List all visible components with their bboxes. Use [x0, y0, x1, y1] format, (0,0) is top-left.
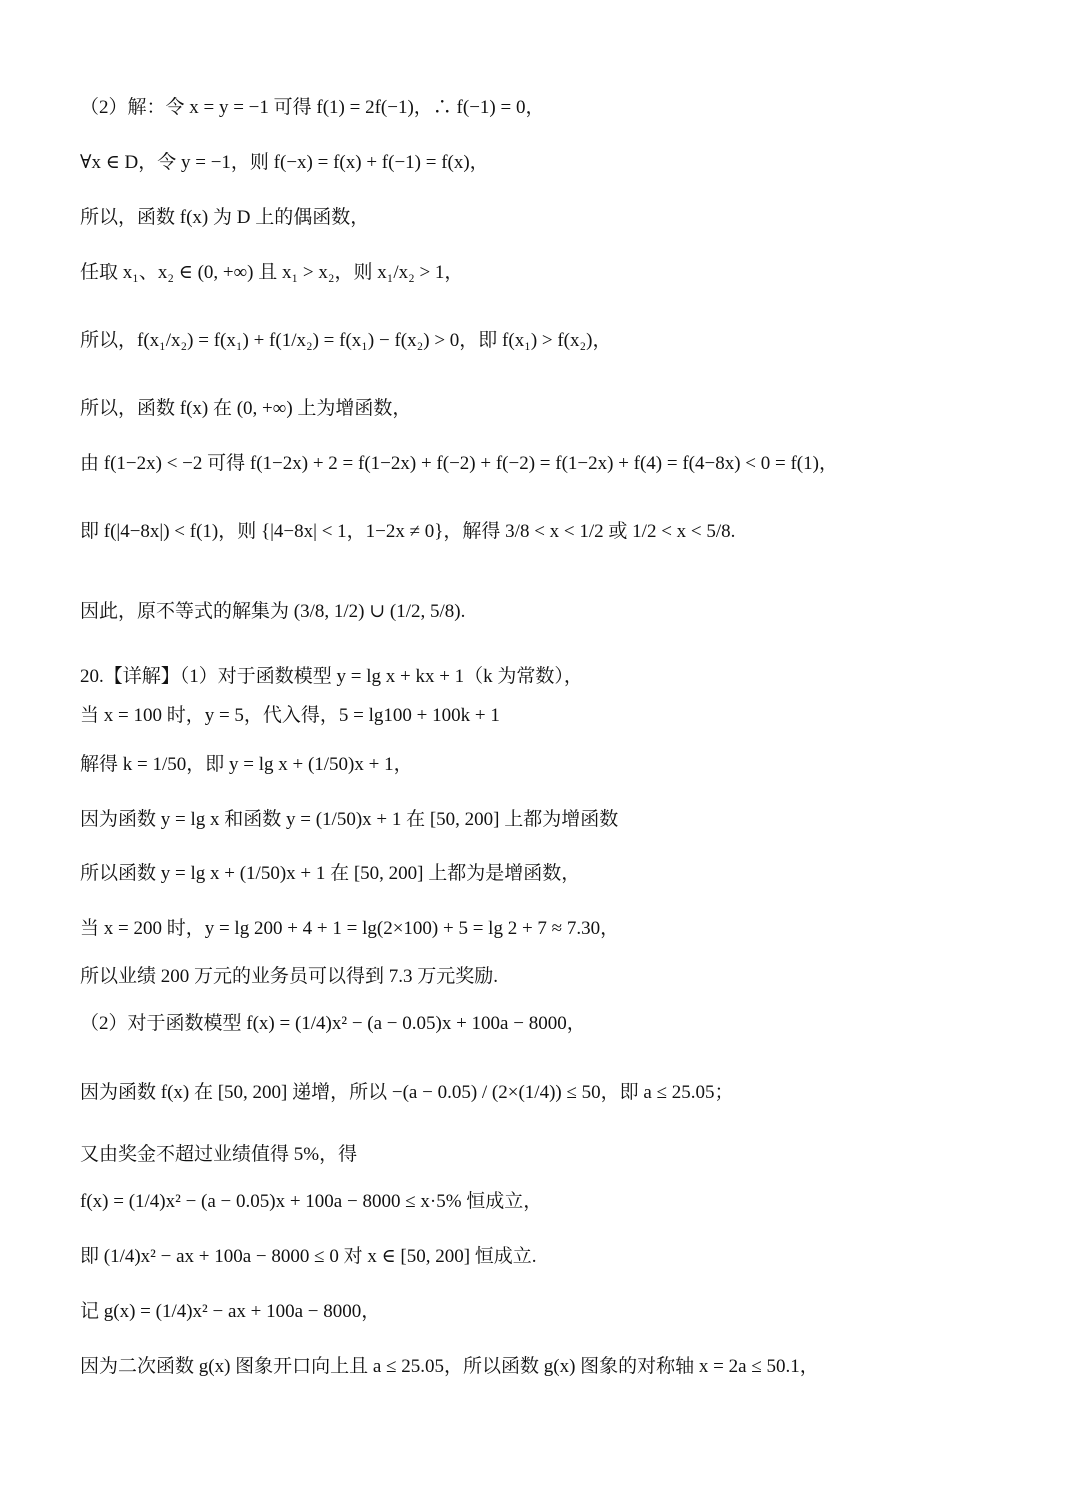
solution-line-20: f(x) = (1/4)x² − (a − 0.05)x + 100a − 8000 ≤ x·5% 恒成立， [80, 1191, 543, 1212]
solution-line-19: 又由奖金不超过业绩值得 5%，得 [80, 1144, 358, 1165]
solution-line-15: 当 x = 200 时，y = lg 200 + 4 + 1 = lg(2×100) + 5 = lg 2 + 7 ≈ 7.30， [80, 918, 620, 939]
solution-line-8: 即 f(|4−8x|) < f(1)，则 {|4−8x| < 1，1−2x ≠ 0}，解得 3/8 < x < 1/2 或 1/2 < x < 5/8. [80, 521, 736, 542]
solution-line-7: 由 f(1−2x) < −2 可得 f(1−2x) + 2 = f(1−2x) + f(−2) + f(−2) = f(1−2x) + f(4) = f(4−8x) < 0 = f(1)， [80, 453, 838, 474]
solution-line-16: 所以业绩 200 万元的业务员可以得到 7.3 万元奖励. [80, 966, 499, 987]
solution-line-9: 因此，原不等式的解集为 (3/8, 1/2) ∪ (1/2, 5/8). [80, 601, 466, 622]
solution-line-1: （2）解：令 x = y = −1 可得 f(1) = 2f(−1)，∴ f(−1) = 0， [80, 97, 545, 118]
solution-line-22: 记 g(x) = (1/4)x² − ax + 100a − 8000， [80, 1301, 381, 1322]
solution-line-13: 因为函数 y = lg x 和函数 y = (1/50)x + 1 在 [50, 200] 上都为增函数 [80, 809, 619, 830]
problem-20-header: 20.【详解】（1）对于函数模型 y = lg x + kx + 1（k 为常数）， [80, 666, 583, 687]
solution-line-4: 任取 x₁、x₂ ∈ (0, +∞) 且 x₁ > x₂，则 x₁/x₂ > 1， [80, 262, 464, 283]
solution-line-12: 解得 k = 1/50，即 y = lg x + (1/50)x + 1， [80, 754, 413, 775]
solution-line-3: 所以，函数 f(x) 为 D 上的偶函数， [80, 207, 370, 228]
solution-line-21: 即 (1/4)x² − ax + 100a − 8000 ≤ 0 对 x ∈ [50, 200] 恒成立. [80, 1246, 537, 1267]
solution-line-11: 当 x = 100 时，y = 5，代入得，5 = lg100 + 100k + 1 [80, 705, 500, 726]
solution-line-23: 因为二次函数 g(x) 图象开口向上且 a ≤ 25.05，所以函数 g(x) 图象的对称轴 x = 2a ≤ 50.1， [80, 1356, 819, 1377]
solution-line-2: ∀x ∈ D，令 y = −1，则 f(−x) = f(x) + f(−1) = f(x)， [80, 152, 489, 173]
solution-line-5: 所以，f(x₁/x₂) = f(x₁) + f(1/x₂) = f(x₁) − f(x₂) > 0，即 f(x₁) > f(x₂)， [80, 330, 612, 351]
solution-line-18: 因为函数 f(x) 在 [50, 200] 递增，所以 −(a − 0.05) / (2×(1/4)) ≤ 50，即 a ≤ 25.05； [80, 1082, 734, 1103]
solution-line-6: 所以，函数 f(x) 在 (0, +∞) 上为增函数， [80, 398, 412, 419]
solution-line-14: 所以函数 y = lg x + (1/50)x + 1 在 [50, 200] 上都为是增函数， [80, 863, 581, 884]
solution-line-17: （2）对于函数模型 f(x) = (1/4)x² − (a − 0.05)x + 100a − 8000， [80, 1013, 586, 1034]
